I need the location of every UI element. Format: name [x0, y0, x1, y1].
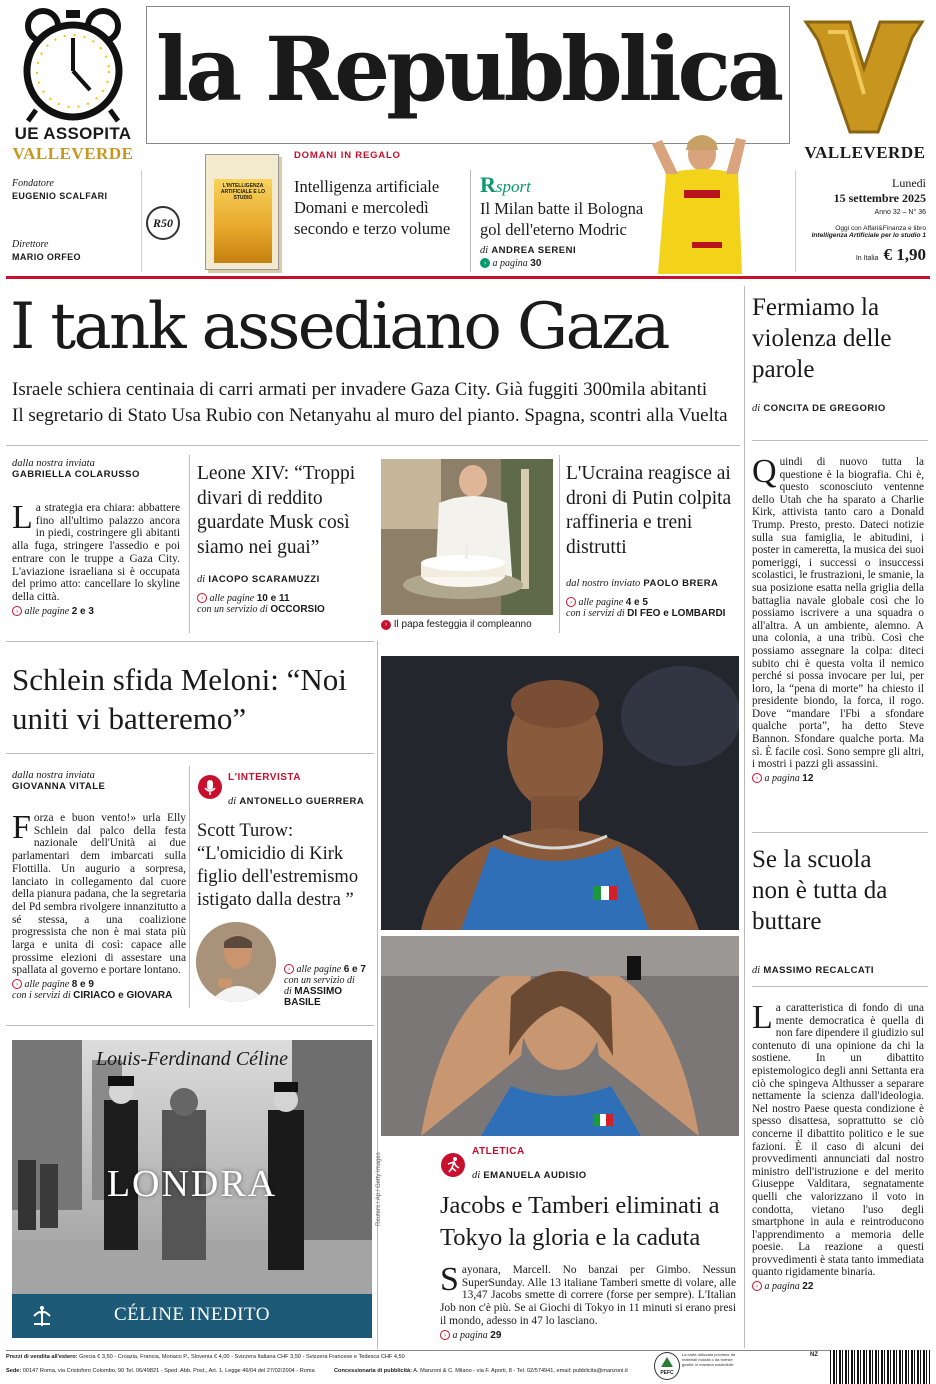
gift-kicker: DOMANI IN REGALO	[294, 150, 401, 161]
sport-byline	[480, 245, 576, 256]
price: € 1,90	[883, 245, 926, 264]
schlein-ref-label: alle pagine	[24, 979, 70, 991]
leone-service	[197, 604, 375, 615]
fermiamo-dropcap: Q	[752, 453, 777, 490]
scuola-by-label: di	[752, 965, 761, 976]
footer-line1-text: Grecia € 3,50 - Croazia, Francia, Monaco P., Slovenia € 4,00 - Svizzera Italiana CHF 3,50 - Svizzera Francese e Tedesca CHF 4,50	[79, 1354, 405, 1360]
lead-by-name: GABRIELLA COLARUSSO	[12, 469, 140, 480]
founder-block	[12, 178, 132, 262]
ukraine-by-label: dal nostro inviato	[566, 578, 641, 589]
pefc-label: PEFC	[660, 1370, 674, 1376]
ukraine-byline	[566, 578, 738, 589]
fermiamo-by-label: di	[752, 403, 761, 414]
leone-ref-label: alle pagine	[209, 593, 255, 604]
atletica-by-label: di	[472, 1170, 481, 1181]
ukraine-service	[566, 608, 738, 619]
atletica-body-text: ayonara, Marcell. No banzai per Gimbo. Nessun SuperSunday. Alle 13 italiane Tamberi smette di volare, alle 13,47 Jacobs smette di correre (forse per sempre). L'Italian Job non c'è più. Se ai Giochi di Tokyo in 11 minuti si erano presi il mondo, adesso in 47 lo lasciano.	[440, 1264, 736, 1327]
pope-photo[interactable]	[381, 459, 553, 615]
scuola-headline[interactable]: Se la scuola non è tutta da buttare	[752, 846, 888, 935]
atletica-ref-page: 29	[490, 1329, 502, 1341]
turow-service-prefix: di	[284, 986, 292, 997]
scuola-article	[752, 844, 928, 976]
lead-ref-label: alle pagine	[24, 605, 70, 617]
pope-caption-text: Il papa festeggia il compleanno	[393, 619, 532, 630]
turow-ref-label: alle pagine	[296, 964, 342, 975]
director-name: MARIO ORFEO	[12, 252, 81, 262]
schlein-article	[12, 770, 186, 1001]
pefc-logo	[654, 1352, 680, 1380]
atletica-by-name: EMANUELA AUDISIO	[483, 1170, 587, 1181]
fermiamo-ref-page: 12	[802, 772, 814, 784]
pefc-text: La carta utilizzata proviene da materiali riciclati o da foreste gestite in maniera sostenibile	[682, 1352, 736, 1367]
leone-ref[interactable]	[197, 593, 375, 604]
arrow-right-icon: ›	[752, 773, 762, 783]
ukraine-ref[interactable]	[566, 597, 738, 608]
arrow-right-icon: ›	[284, 964, 294, 974]
ukraine-ref-label: alle pagine	[578, 597, 624, 608]
footer-line2	[6, 1368, 336, 1374]
turow-service	[284, 975, 374, 1008]
turow-ref[interactable]	[284, 964, 374, 975]
scuola-body-text: a caratteristica di fondo di una mente democratica è quella di non fare dipendere il giudizio sul contenuto di una opinione da chi la sostiene. In un dibattito epistemologico degli anni Settanta era ciò che spingeva Althusser a separare nettamente la scienza dall'ideologia. Nel nostro Paese questa condizione è spesso disattesa, soprattutto se ciò concerne il dibattito politico e le sue fazioni. È il caso di alcuni dei provvedimenti annunciati dal nostro ministro dell'istruzione e del merito Giuseppe Valditara, segnatamente quelli che valorizzano il voto in condotta, vietano l'uso degli smartphone in aula e reintroducono l'apprendimento a memoria delle poesie. La reazione a questi provvedimenti è stata tanto immediata quanto rigidamente binaria.	[752, 1002, 924, 1279]
sport-text[interactable]: Il Milan batte il Bologna gol dell'eterno Modric	[480, 199, 644, 239]
leone-ref-pages: 10 e 11	[256, 593, 290, 604]
footer-line1-label: Prezzi di vendita all'estero:	[6, 1354, 78, 1360]
lead-byline	[12, 458, 180, 480]
celine-banner-text: CÉLINE INEDITO	[114, 1304, 270, 1325]
fermiamo-ref[interactable]	[752, 773, 924, 784]
leone-by-name: IACOPO SCARAMUZZI	[208, 574, 320, 585]
arrow-right-icon: ›	[197, 593, 207, 603]
sport-by-name: ANDREA SERENI	[491, 245, 577, 256]
footer-line2-text: 00147 Roma, via Cristoforo Colombo, 90 Tel. 06/49821 - Sped. Abb. Post., Art. 1, Legge 46/04 del 27/02/2004 - Roma	[22, 1368, 315, 1374]
lead-sub1: Israele schiera centinaia di carri armati per invadere Gaza City. Già fuggiti 300mila abitanti	[12, 379, 708, 400]
arrow-right-icon: ›	[480, 258, 490, 268]
schlein-service-name: CIRIACO e GIOVARA	[73, 990, 173, 1002]
sport-brand	[480, 172, 531, 198]
footer-line2b-label: Concessionaria di pubblicità:	[334, 1368, 413, 1374]
fermiamo-byline	[752, 403, 928, 414]
scuola-body	[752, 999, 924, 1279]
modric-photo	[648, 130, 748, 274]
supplement-line1: Oggi con Affari&Finanza e libro	[835, 225, 926, 232]
leone-byline	[197, 574, 375, 585]
atletica-ref-label: a pagina	[452, 1329, 488, 1341]
schlein-service-label: con i servizi di	[12, 990, 71, 1002]
masthead	[0, 0, 936, 278]
fermiamo-body	[752, 453, 924, 771]
tamberi-photo[interactable]	[381, 936, 739, 1136]
atletica-kicker: ATLETICA	[472, 1146, 525, 1157]
turow-service-label: con un servizio di	[284, 975, 355, 986]
schlein-ref[interactable]	[12, 979, 186, 990]
play-icon: ›	[381, 620, 391, 630]
turow-kicker: L'INTERVISTA	[228, 772, 302, 783]
director-label: Direttore	[12, 239, 49, 250]
atletica-dropcap: S	[440, 1261, 459, 1298]
supplement-line2: Intelligenza Artificiale per lo studio 1	[811, 232, 926, 239]
issue: Anno 32 – N° 36	[874, 209, 926, 216]
lead-sub2: Il segretario di Stato Usa Rubio con Netanyahu al muro del pianto. Spagna, scontri alla Vuelta	[12, 405, 728, 426]
founder-label: Fondatore	[12, 178, 54, 189]
running-icon	[440, 1152, 466, 1178]
pope-caption	[381, 619, 532, 630]
lead-by-label: dalla nostra inviata	[12, 458, 95, 469]
celine-banner[interactable]	[12, 1294, 372, 1338]
footer-line2b-text: A. Manzoni & C. Milano - via F. Aporti, 8 - Tel. 02/574941, email: pubblicita@manzoni.it	[413, 1368, 628, 1374]
footer-line2-label: Sede:	[6, 1368, 22, 1374]
promo-left-line1: UE ASSOPITA	[14, 124, 132, 143]
ukraine-ref-pages: 4 e 5	[625, 597, 648, 608]
founder-name: EUGENIO SCALFARI	[12, 191, 108, 201]
arrow-right-icon: ›	[752, 1281, 762, 1291]
scuola-ref[interactable]	[752, 1281, 924, 1292]
schlein-body	[12, 809, 186, 977]
sport-by-label: di	[480, 245, 489, 256]
ukraine-by-name: PAOLO BRERA	[643, 578, 719, 589]
fermiamo-headline[interactable]: Fermiamo la violenza delle parole	[752, 294, 892, 383]
schlein-headline[interactable]: Schlein sfida Meloni: “Noi uniti vi batteremo”	[12, 662, 347, 736]
schlein-body-text: orza e buon vento!» urla Elly Schlein dal palco della festa nazionale dell'Unità ai due parlamentari dem imbarcati sulla Flottilla. Un augurio a sorpresa, lanciato in collegamento dal cuore della pianura padana, che la segretaria del Pd sembra rivolgere innanzitutto a sé stessa, a una coalizione progressista che non è mai stata più larga e unita di così: capace alle prossime elezioni di assestare una spallata al governo e portare lontano.	[12, 812, 186, 977]
alarm-clock-icon	[6, 6, 140, 124]
atletica-ref[interactable]	[440, 1330, 736, 1341]
leone-by-label: di	[197, 574, 206, 585]
footer-line2b	[334, 1368, 650, 1374]
celine-title: Louis-Ferdinand Céline	[95, 1048, 289, 1070]
sport-brand-r: R	[480, 172, 496, 197]
footer-line1	[6, 1354, 646, 1360]
turow-ref-pages: 6 e 7	[343, 964, 366, 975]
schlein-by-label: dalla nostra inviata	[12, 770, 95, 781]
schlein-byline	[12, 770, 186, 792]
promo-right-label: VALLEVERDE	[804, 143, 926, 162]
leone-headline[interactable]: Leone XIV: “Troppi divari di reddito guardate Musk così siamo nei guai”	[197, 463, 356, 558]
turow-photo	[196, 922, 276, 1002]
lead-body-text: a strategia era chiara: abbattere fino all'ultimo palazzo ancora in piedi, costringere gli abitanti alla fuga, stringere l'assedio e poi entrare con le truppe a Gaza City. L'aviazione israeliana si è occupata del primo atto: cancellare lo skyline della città.	[12, 502, 180, 603]
lead-dropcap: L	[12, 499, 33, 536]
arrow-right-icon: ›	[12, 979, 22, 989]
sport-ref[interactable]	[480, 258, 541, 269]
masthead-title[interactable]: la Repubblica	[155, 17, 781, 121]
promo-right[interactable]	[798, 8, 932, 168]
schlein-by-name: GIOVANNA VITALE	[12, 781, 106, 792]
turow-kicker-row	[197, 770, 375, 806]
microphone-icon	[197, 774, 223, 800]
lead-ref-pages: 2 e 3	[71, 605, 94, 617]
leone-service-label: con un servizio di	[197, 604, 268, 615]
arrow-right-icon: ›	[12, 606, 22, 616]
fermiamo-body-block	[752, 453, 924, 784]
atletica-body-block	[440, 1261, 736, 1341]
promo-left-line2: VALLEVERDE	[12, 144, 134, 163]
atletica-byline	[472, 1170, 587, 1181]
ukraine-service-name: DI FEO e LOMBARDI	[627, 608, 726, 619]
schlein-ref-pages: 8 e 9	[71, 979, 94, 991]
turow-service-name: MASSIMO BASILE	[284, 986, 343, 1008]
leone-article	[197, 462, 375, 615]
fermiamo-body-text: uindi di nuovo tutta la questione è la biografia. Chi è, questo sconosciuto ventenne dello Utah che ha sparato a Charlie Kirk, attivista tanto caro a Donald Trump. Presto, presto. Dateci notizie sulla sua famiglia, le abitudini, i poster in cameretta, la musica dei suoi pomeriggi, i successi o insuccessi scolastici, le frustrazioni, le smanie, la sua posizione esatta nella griglia della battaglia navale globale così che lo possiamo iscrivere a una squadra o all'altra. A un ambiente, alemno. A una colonia, a una tribù. Così che possiamo assegnare la colpa: diteci subito chi è questa volta il nemico perché si possa invocare per lui, per loro, la “pena di morte” ha chiesto il presidente biondo, la forca, il rogo. Dove “mandare l'Fbi a sfondare qualche porta”, ha detto Steve Bannon. Sfondare qualche porta. Ma sì. È facile così. Sono sempre gli altri, i mostri i pazzi gli assassini.	[752, 456, 924, 771]
arrow-right-icon: ›	[566, 597, 576, 607]
fermiamo-by-name: CONCITA DE GREGORIO	[763, 403, 886, 414]
price-label: In Italia	[855, 255, 879, 262]
turow-by-name: ANTONELLO GUERRERA	[239, 796, 365, 807]
turow-by-label: di	[228, 796, 237, 807]
scuola-dropcap: L	[752, 999, 773, 1036]
scuola-ref-page: 22	[802, 1281, 814, 1293]
scuola-body-block	[752, 999, 924, 1293]
promo-left[interactable]	[6, 6, 140, 164]
book-cover-title: L'INTELLIGENZA ARTIFICIALE E LO STUDIO	[220, 183, 266, 201]
ukraine-article	[566, 462, 738, 619]
lead-article	[12, 458, 180, 617]
ukraine-headline[interactable]: L'Ucraina reagisce ai droni di Putin colpita raffineria e treni distrutti	[566, 463, 732, 558]
fermiamo-ref-label: a pagina	[764, 772, 800, 784]
scuola-by-name: MASSIMO RECALCATI	[763, 965, 875, 976]
valleverde-logo-icon	[802, 8, 926, 134]
turow-byline	[228, 796, 364, 807]
arrow-right-icon: ›	[440, 1330, 450, 1340]
tree-icon	[655, 1355, 679, 1371]
sport-ref-label: a pagina	[492, 258, 528, 269]
date: 15 settembre 2025	[833, 191, 926, 205]
footer-nz: NZ	[810, 1352, 818, 1358]
sport-brand-word: sport	[495, 177, 531, 196]
barcode	[830, 1350, 930, 1384]
r50-seal: R50	[146, 206, 180, 240]
turow-article	[197, 770, 375, 912]
gift-book-cover[interactable]	[205, 154, 279, 270]
lead-ref[interactable]	[12, 606, 180, 617]
fermiamo-article	[752, 292, 928, 414]
sport-ref-page: 30	[530, 258, 542, 269]
leone-service-name: OCCORSIO	[270, 604, 325, 615]
atletica-headline[interactable]: Jacobs e Tamberi eliminati a Tokyo la gloria e la caduta	[440, 1192, 720, 1251]
atletica-body	[440, 1261, 736, 1328]
scuola-byline	[752, 965, 928, 976]
jacobs-photo[interactable]	[381, 656, 739, 930]
celine-photo[interactable]	[12, 1040, 372, 1338]
photo-credit: Reuters / Ap / Getty Images	[376, 1152, 382, 1226]
turow-refs	[284, 964, 374, 1008]
lead-headline[interactable]: I tank assediano Gaza	[10, 290, 668, 364]
gift-text[interactable]: Intelligenza artificiale Domani e mercoledì secondo e terzo volume	[294, 177, 451, 238]
ukraine-service-label: con i servizi di	[566, 608, 625, 619]
schlein-dropcap: F	[12, 809, 31, 846]
masthead-red-rule	[6, 276, 930, 279]
turow-headline[interactable]: Scott Turow: “L'omicidio di Kirk figlio dell'estremismo istigato dalla destra ”	[197, 821, 359, 910]
date-block	[798, 176, 926, 265]
celine-overlay: LONDRA	[106, 1163, 278, 1205]
lead-body	[12, 499, 180, 604]
scuola-ref-label: a pagina	[764, 1281, 800, 1293]
schlein-service	[12, 990, 186, 1001]
date-day: Lunedì	[892, 176, 926, 190]
